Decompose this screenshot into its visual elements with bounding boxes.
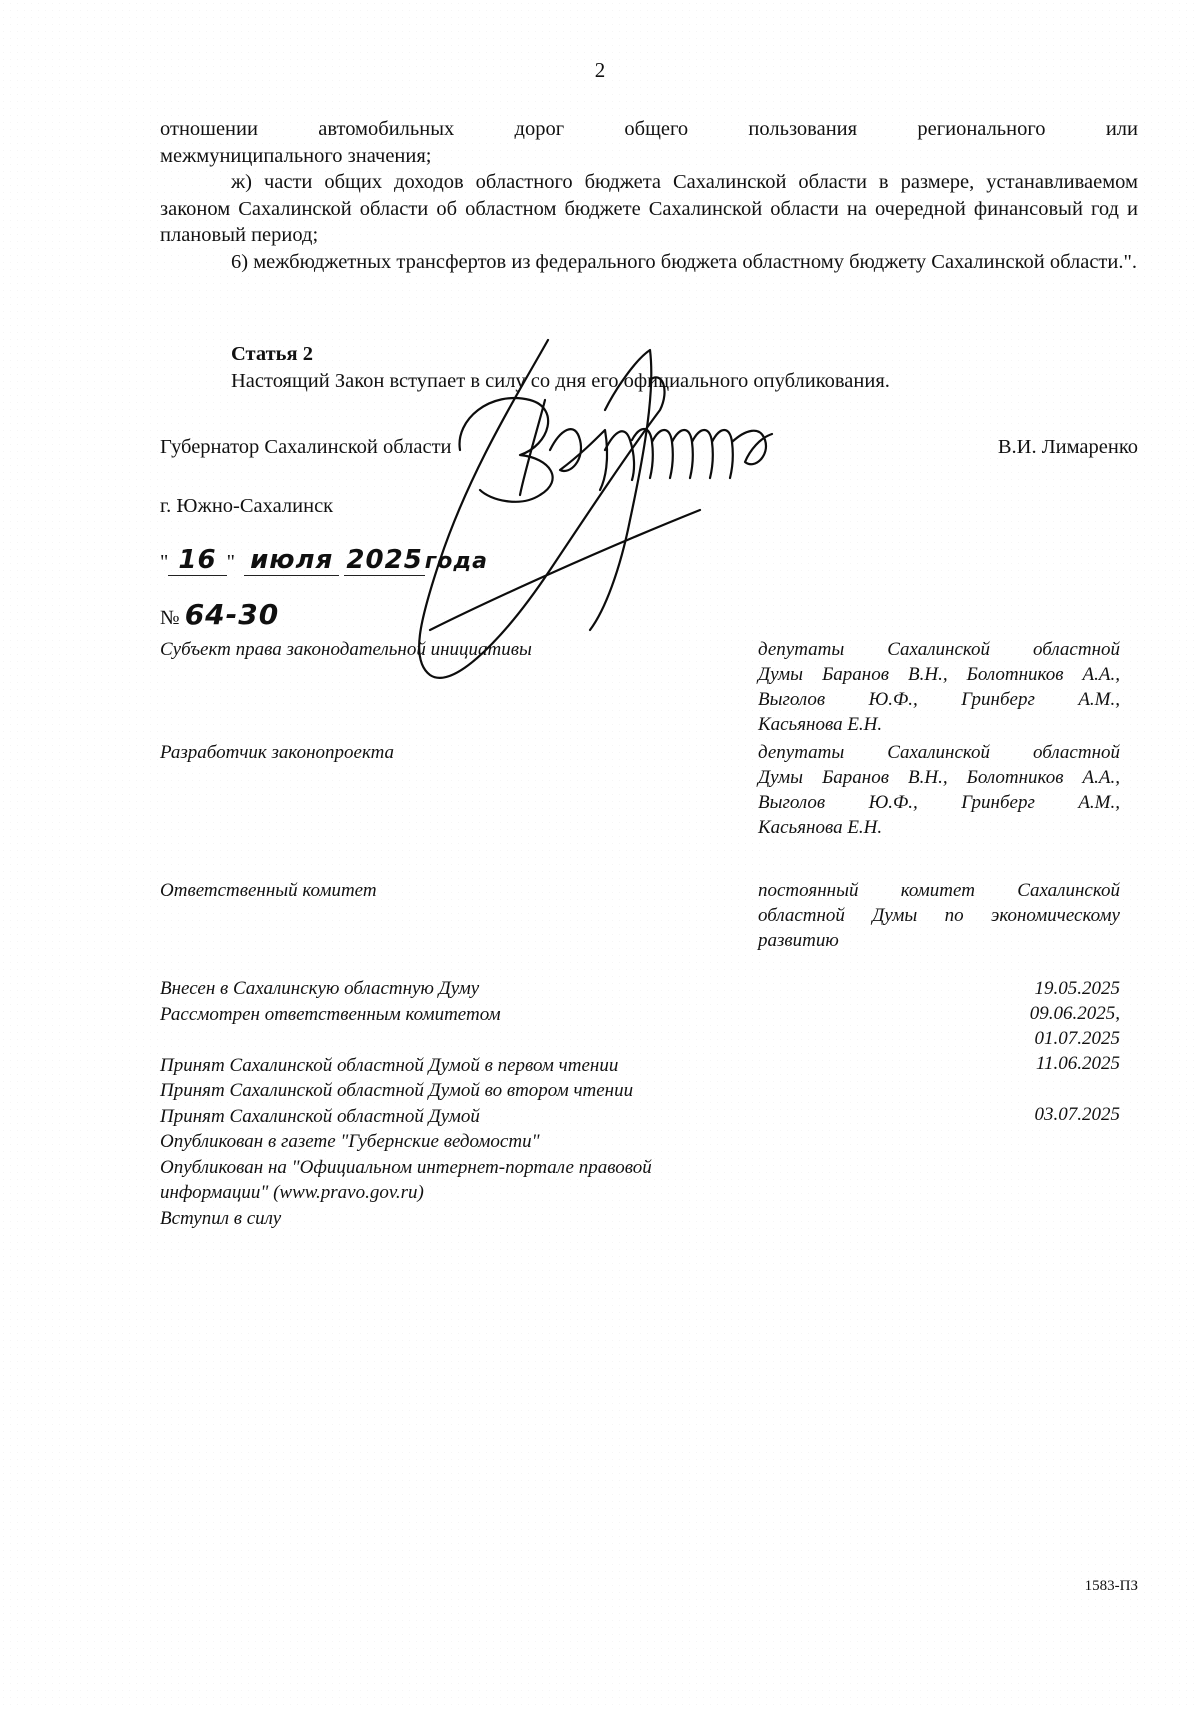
committee-label: Ответственный комитет [160,880,377,901]
meta-line: Касьянова Е.Н. [758,714,883,735]
initiative-label: Субъект права законодательной инициативы [160,639,532,660]
history-item: Принят Сахалинской областной Думой в первом чтении [160,1054,619,1076]
city: г. Южно-Сахалинск [160,495,334,517]
history-date [1030,1076,1120,1102]
history-item [160,1027,760,1053]
article-title: Статья 2 [231,343,313,365]
signatory-name: В.И. Лимаренко [997,436,1138,458]
date-month: июля [244,545,339,576]
history-item: Внесен в Сахалинскую областную Думу [160,978,480,999]
history-item: Вступил в силу [160,1207,282,1229]
paragraph-6: 6) межбюджетных трансфертов из федерального бюджета областному бюджету Сахалинской области.". [231,251,1137,273]
history-date: 19.05.2025 [1034,978,1120,999]
meta-line: Думы Баранов В.Н., Болотников А.А., [758,767,1120,788]
paragraph-roads [160,116,1138,169]
document-code: 1583-ПЗ [1084,1578,1138,1594]
meta-line: постоянный комитет Сахалинской [758,880,1120,901]
paragraph-line: отношении автомобильных дорог общего пользования регионального или [160,118,1138,140]
date-open-quote: " [160,551,169,573]
date-close-quote: " [226,551,235,573]
meta-line: Выголов Ю.Ф., Гринберг А.М., [758,689,1120,710]
law-history [160,976,760,1231]
meta-line: депутаты Сахалинской областной [758,742,1120,763]
law-number [160,598,279,631]
article-text: Настоящий Закон вступает в силу со дня его официального опубликования. [231,370,890,392]
developer-label: Разработчик законопроекта [160,742,395,763]
history-item: Рассмотрен ответственным комитетом [160,1003,501,1025]
signatory-post: Губернатор Сахалинской области [160,436,452,458]
paragraph-line: межмуниципального значения; [160,144,432,167]
developer-value [758,740,1120,840]
history-item: Принят Сахалинской областной Думой во втором чтении [160,1080,634,1101]
number-value: 64-30 [184,598,280,631]
history-date: 11.06.2025 [1035,1053,1120,1074]
meta-line: Касьянова Е.Н. [758,817,883,838]
history-date: 03.07.2025 [1034,1103,1120,1125]
number-prefix: № [160,607,180,629]
meta-line: развитию [758,930,839,951]
meta-line: областной Думы по экономическому [758,905,1120,926]
committee-value [758,878,1120,953]
history-date: 09.06.2025, [1029,1003,1120,1024]
meta-line: Думы Баранов В.Н., Болотников А.А., [758,664,1120,685]
meta-line: депутаты Сахалинской областной [758,639,1120,660]
initiative-value [758,637,1120,737]
history-item: Опубликован в газете "Губернские ведомости" [160,1131,540,1152]
history-dates [1030,976,1120,1127]
meta-line: Выголов Ю.Ф., Гринберг А.М., [758,792,1120,813]
page-number: 2 [594,58,606,82]
history-item: Опубликован на "Официальном интернет-портале правовой [160,1156,652,1178]
paragraph-zh: ж) части общих доходов областного бюджета Сахалинской области в размере, устанавливаемом законом Сахалинской области об областном бюджете Сахалинской области на очередной финансовый год и плановый период; [160,171,1138,246]
history-date: 01.07.2025 [1034,1028,1120,1049]
governor-signature [400,330,920,690]
history-item: Принят Сахалинской областной Думой [160,1105,480,1127]
date-suffix: года [424,549,489,574]
date-day: 16 [168,545,226,576]
history-item: информации" (www.pravo.gov.ru) [160,1182,424,1203]
date-year: 2025 [346,545,423,575]
